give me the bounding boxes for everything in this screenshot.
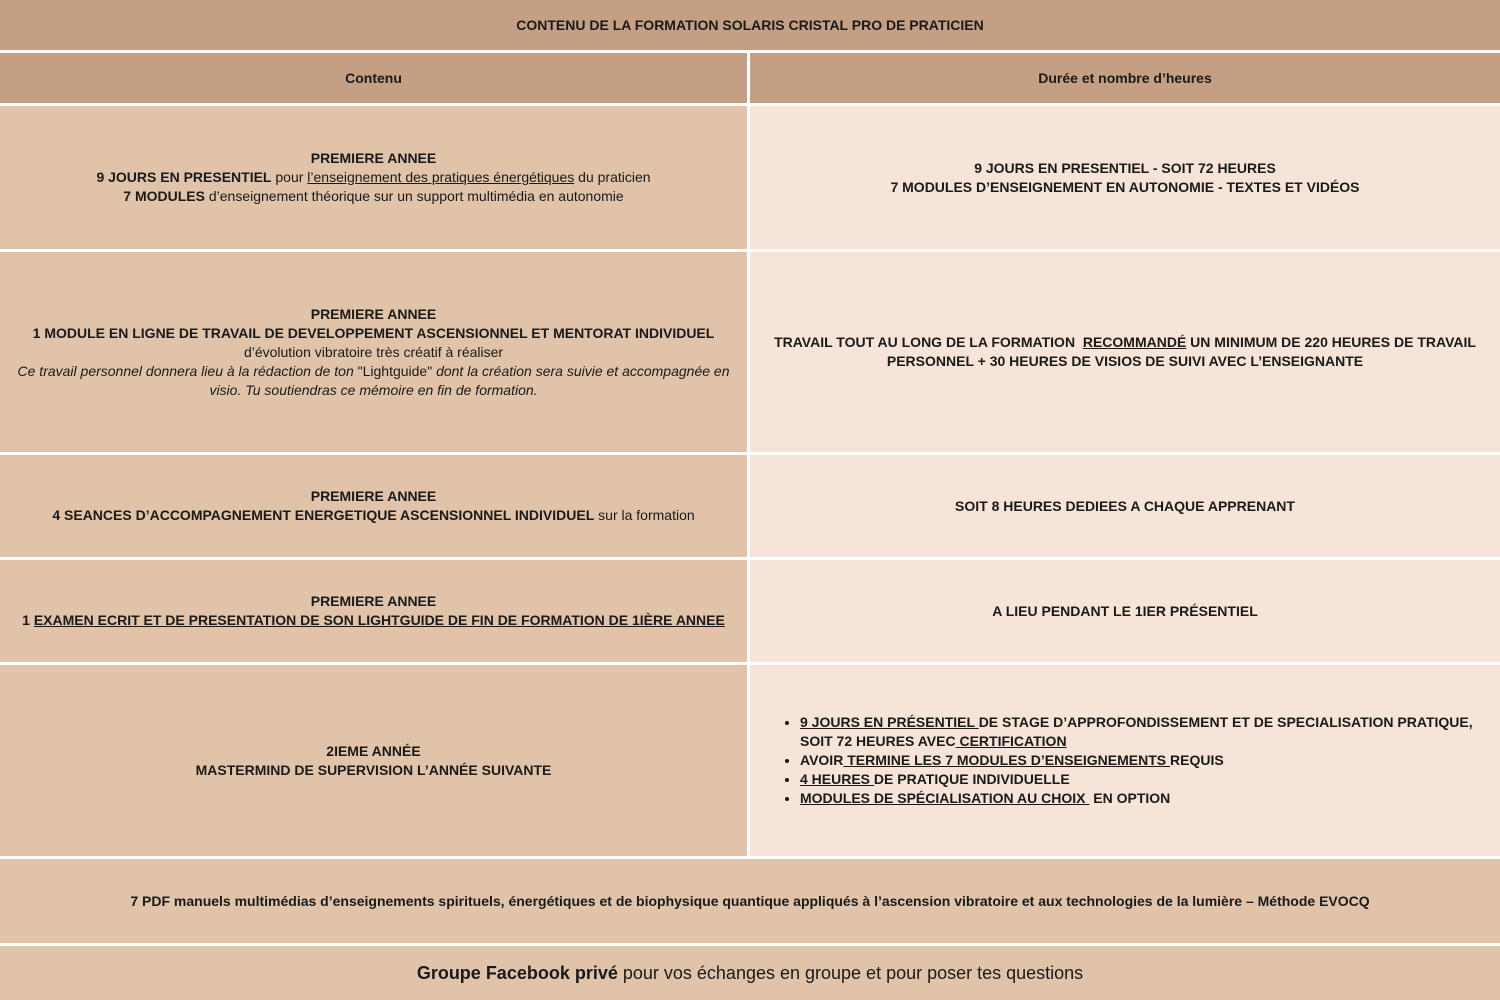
pdf-row <box>0 859 1500 943</box>
header-content-text: Contenu <box>345 69 402 86</box>
content-underlined: l’enseignement des pratiques énergétiques <box>307 169 575 185</box>
year-heading: PREMIERE ANNEE <box>310 488 437 504</box>
content-cell <box>0 106 747 249</box>
table-title <box>0 0 1500 50</box>
table-row <box>0 455 1500 557</box>
duration-cell <box>750 665 1500 856</box>
requirements-list <box>762 713 1488 808</box>
item-text: DE PRATIQUE INDIVIDUELLE <box>873 771 1070 787</box>
year-heading: 2IEME ANNÉE <box>326 742 421 759</box>
duration-line: A LIEU PENDANT LE 1IER PRÉSENTIEL <box>992 602 1258 619</box>
content-text: 1 <box>22 612 34 628</box>
year-heading: PREMIERE ANNEE <box>310 305 437 322</box>
header-duration <box>750 53 1500 103</box>
duration-line: SOIT 8 HEURES DEDIEES A CHAQUE APPRENANT <box>955 497 1295 514</box>
year-heading: PREMIERE ANNEE <box>310 593 437 609</box>
duration-text: TRAVAIL TOUT AU LONG DE LA FORMATION <box>774 334 1083 350</box>
content-bold: 9 JOURS EN PRESENTIEL <box>96 169 272 185</box>
note-plain: "Lightguide" <box>357 362 433 379</box>
header-content <box>0 53 747 103</box>
item-underlined: TERMINE LES 7 MODULES D’ENSEIGNEMENTS <box>843 752 1171 768</box>
content-text: du praticien <box>574 169 651 185</box>
header-row <box>0 53 1500 103</box>
note-italic: dont la création sera suivie et accompagnée en visio. Tu soutiendras ce mémoire en fin de formation. <box>209 362 730 398</box>
list-item <box>800 789 1488 808</box>
facebook-text <box>417 961 1083 985</box>
duration-text: UN MINIMUM DE 220 HEURES DE TRAVAIL PERSONNEL + 30 HEURES DE VISIOS DE SUIVI AVEC L’ENSEIGNANTE <box>886 334 1476 369</box>
year-heading: PREMIERE ANNEE <box>310 150 437 166</box>
note-italic: Ce travail personnel donnera lieu à la rédaction de ton <box>17 362 358 379</box>
content-line <box>22 611 725 630</box>
table-row <box>0 665 1500 856</box>
content-line: 1 MODULE EN LIGNE DE TRAVAIL DE DEVELOPPEMENT ASCENSIONNEL ET MENTORAT INDIVIDUEL <box>32 324 715 341</box>
content-line: MASTERMIND DE SUPERVISION L’ANNÉE SUIVANTE <box>195 761 552 778</box>
content-text: pour <box>271 169 308 185</box>
duration-line: 7 MODULES D’ENSEIGNEMENT EN AUTONOMIE - TEXTES ET VIDÉOS <box>890 178 1360 195</box>
table-row <box>0 106 1500 249</box>
content-cell <box>0 665 747 856</box>
duration-cell <box>750 252 1500 452</box>
list-item <box>800 751 1488 770</box>
header-duration-text: Durée et nombre d’heures <box>1038 69 1212 86</box>
title-row <box>0 0 1500 50</box>
item-underlined: 4 HEURES <box>800 771 874 787</box>
content-note <box>12 362 735 400</box>
table-row <box>0 252 1500 452</box>
facebook-bold: Groupe Facebook privé <box>416 963 618 983</box>
duration-underlined: RECOMMANDÉ <box>1082 334 1187 350</box>
item-text: REQUIS <box>1170 752 1224 768</box>
content-line <box>52 506 694 525</box>
facebook-row <box>0 946 1500 1000</box>
content-cell <box>0 252 747 452</box>
pdf-text: 7 PDF manuels multimédias d’enseignements spirituels, énergétiques et de biophysique quantique appliqués à l’ascension vibratoire et aux technologies de la lumière – Méthode EVOCQ <box>130 892 1370 909</box>
content-bold: 4 SEANCES D’ACCOMPAGNEMENT ENERGETIQUE ASCENSIONNEL INDIVIDUEL <box>52 507 595 523</box>
content-cell <box>0 560 747 662</box>
content-text: sur la formation <box>594 507 695 523</box>
content-cell <box>0 455 747 557</box>
table-title-text: CONTENU DE LA FORMATION SOLARIS CRISTAL PRO DE PRATICIEN <box>516 16 984 33</box>
duration-cell <box>750 560 1500 662</box>
duration-line <box>762 333 1488 371</box>
item-underlined: 9 JOURS EN PRÉSENTIEL <box>800 714 979 730</box>
content-bold: 7 MODULES <box>123 188 205 204</box>
table-row <box>0 560 1500 662</box>
content-line: d’évolution vibratoire très créatif à réaliser <box>243 343 504 360</box>
item-text: EN OPTION <box>1089 790 1171 806</box>
content-line <box>96 168 650 187</box>
item-text: AVOIR <box>800 752 844 768</box>
duration-cell <box>750 455 1500 557</box>
item-underlined: MODULES DE SPÉCIALISATION AU CHOIX <box>800 790 1090 806</box>
item-text: DE STAGE D’APPROFONDISSEMENT ET DE SPECIALISATION PRATIQUE, SOIT 72 HEURES AVEC <box>800 714 1473 749</box>
list-item <box>800 770 1488 789</box>
item-underlined: CERTIFICATION <box>955 733 1067 749</box>
content-text: d’enseignement théorique sur un support multimédia en autonomie <box>204 188 624 204</box>
facebook-rest: pour vos échanges en groupe et pour poser tes questions <box>617 963 1084 983</box>
content-line <box>123 187 623 206</box>
list-item <box>800 713 1488 751</box>
duration-cell <box>750 106 1500 249</box>
facebook-cell <box>0 946 1500 1000</box>
content-underlined: EXAMEN ECRIT ET DE PRESENTATION DE SON LIGHTGUIDE DE FIN DE FORMATION DE 1IÈRE ANNEE <box>33 612 725 628</box>
duration-line: 9 JOURS EN PRESENTIEL - SOIT 72 HEURES <box>974 159 1276 176</box>
pdf-cell <box>0 859 1500 943</box>
